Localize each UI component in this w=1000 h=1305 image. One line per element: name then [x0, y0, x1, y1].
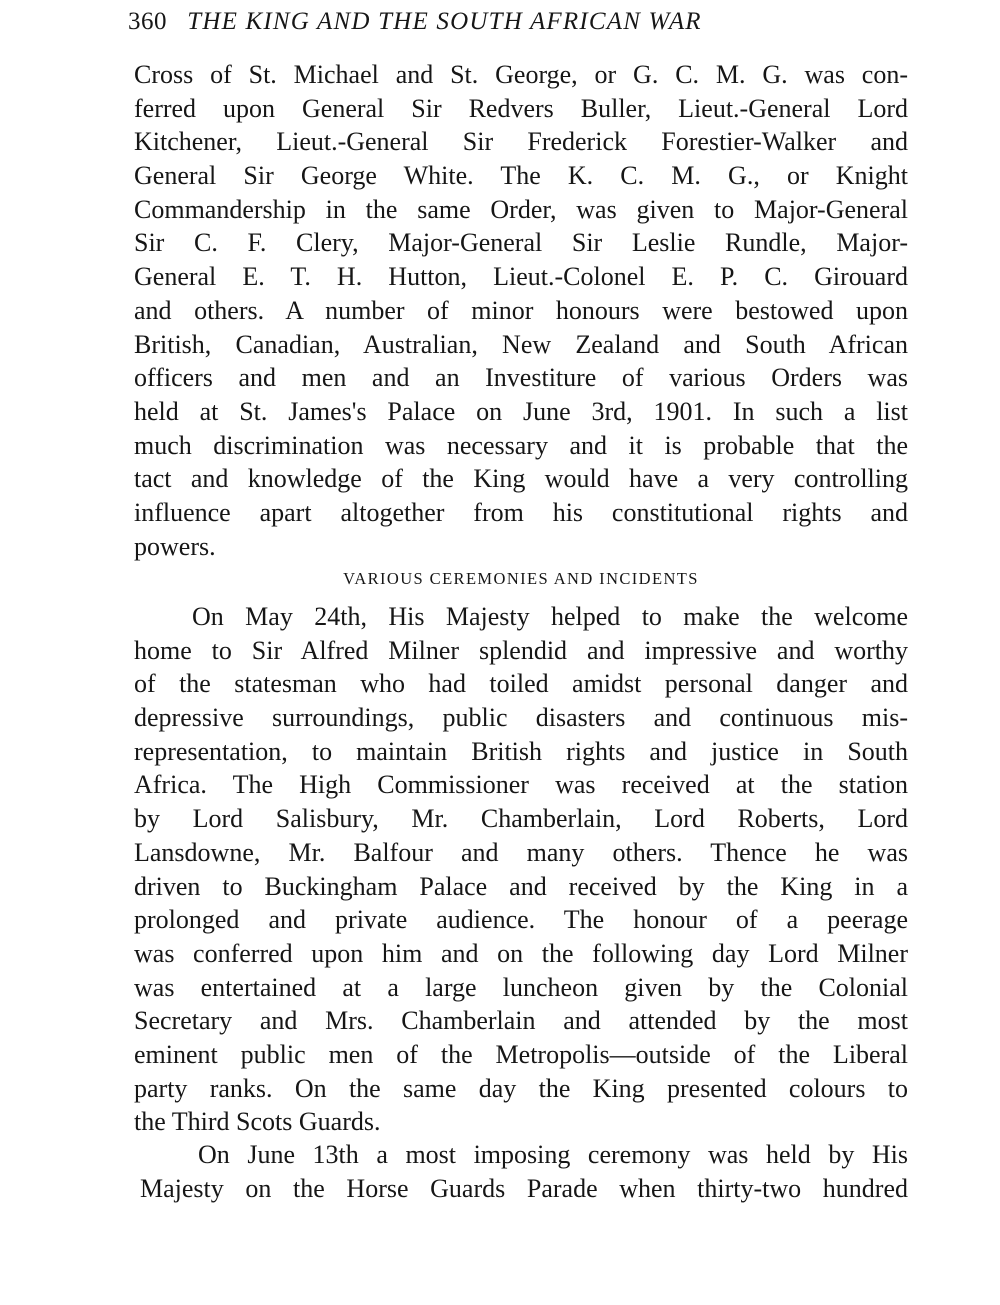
text-line: Majesty on the Horse Guards Parade when thirty-two hundred: [140, 1173, 908, 1203]
text-line: British, Canadian, Australian, New Zealand and South African: [134, 329, 908, 359]
text-line: tact and knowledge of the King would have a very controlling: [134, 464, 908, 494]
text-line: eminent public men of the Metropolis—outside of the Liberal: [134, 1039, 908, 1069]
text-line: driven to Buckingham Palace and received by the King in a: [134, 871, 908, 901]
text-line: officers and men and an Investiture of various Orders was: [134, 363, 908, 393]
text-line: Africa. The High Commissioner was received at the station: [134, 770, 908, 800]
text-line: the Third Scots Guards.: [134, 1107, 381, 1137]
text-line: Kitchener, Lieut.-General Sir Frederick Forestier-Walker and: [134, 127, 908, 157]
text-line: and others. A number of minor honours were bestowed upon: [134, 295, 908, 325]
text-line: was entertained at a large luncheon given by the Colonial: [134, 972, 908, 1002]
text-line: On June 13th a most imposing ceremony was held by His: [198, 1140, 908, 1169]
text-line: ferred upon General Sir Redvers Buller, Lieut.-General Lord: [134, 93, 908, 123]
text-line: representation, to maintain British rights and justice in South: [134, 736, 908, 766]
text-line: of the statesman who had toiled amidst personal danger and: [134, 669, 908, 699]
text-line: party ranks. On the same day the King presented colours to: [134, 1073, 908, 1103]
running-head: [128, 4, 848, 40]
text-line: Lansdowne, Mr. Balfour and many others. Thence he was: [134, 837, 908, 867]
text-line: General E. T. H. Hutton, Lieut.-Colonel E. P. C. Girouard: [134, 262, 908, 292]
text-line: Commandership in the same Order, was given to Major-General: [134, 194, 908, 224]
text-line: depressive surroundings, public disasters and continuous mis-: [134, 703, 908, 733]
paragraph-milner-welcome: [134, 600, 908, 1139]
text-line: home to Sir Alfred Milner splendid and impressive and worthy: [134, 635, 908, 665]
section-heading: VARIOUS CEREMONIES AND INCIDENTS: [343, 569, 699, 588]
paragraph-horse-guards: [140, 1138, 908, 1205]
text-line: Cross of St. Michael and St. George, or G. C. M. G. was con-: [134, 60, 908, 89]
page-number: 360: [128, 8, 167, 35]
running-title: THE KING AND THE SOUTH AFRICAN WAR: [187, 8, 702, 35]
text-line: held at St. James's Palace on June 3rd, 1901. In such a list: [134, 396, 908, 426]
paragraph-honours: [134, 58, 908, 563]
text-line: powers.: [134, 531, 216, 561]
text-line: prolonged and private audience. The honour of a peerage: [134, 905, 908, 935]
text-line: On May 24th, His Majesty helped to make the welcome: [192, 602, 908, 631]
text-line: influence apart altogether from his constitutional rights and: [134, 497, 908, 527]
text-line: much discrimination was necessary and it is probable that the: [134, 430, 908, 460]
text-line: by Lord Salisbury, Mr. Chamberlain, Lord Roberts, Lord: [134, 804, 908, 834]
text-line: was conferred upon him and on the following day Lord Milner: [134, 938, 908, 968]
text-line: General Sir George White. The K. C. M. G., or Knight: [134, 161, 908, 191]
text-line: Secretary and Mrs. Chamberlain and attended by the most: [134, 1006, 908, 1036]
text-line: Sir C. F. Clery, Major-General Sir Leslie Rundle, Major-: [134, 228, 908, 258]
